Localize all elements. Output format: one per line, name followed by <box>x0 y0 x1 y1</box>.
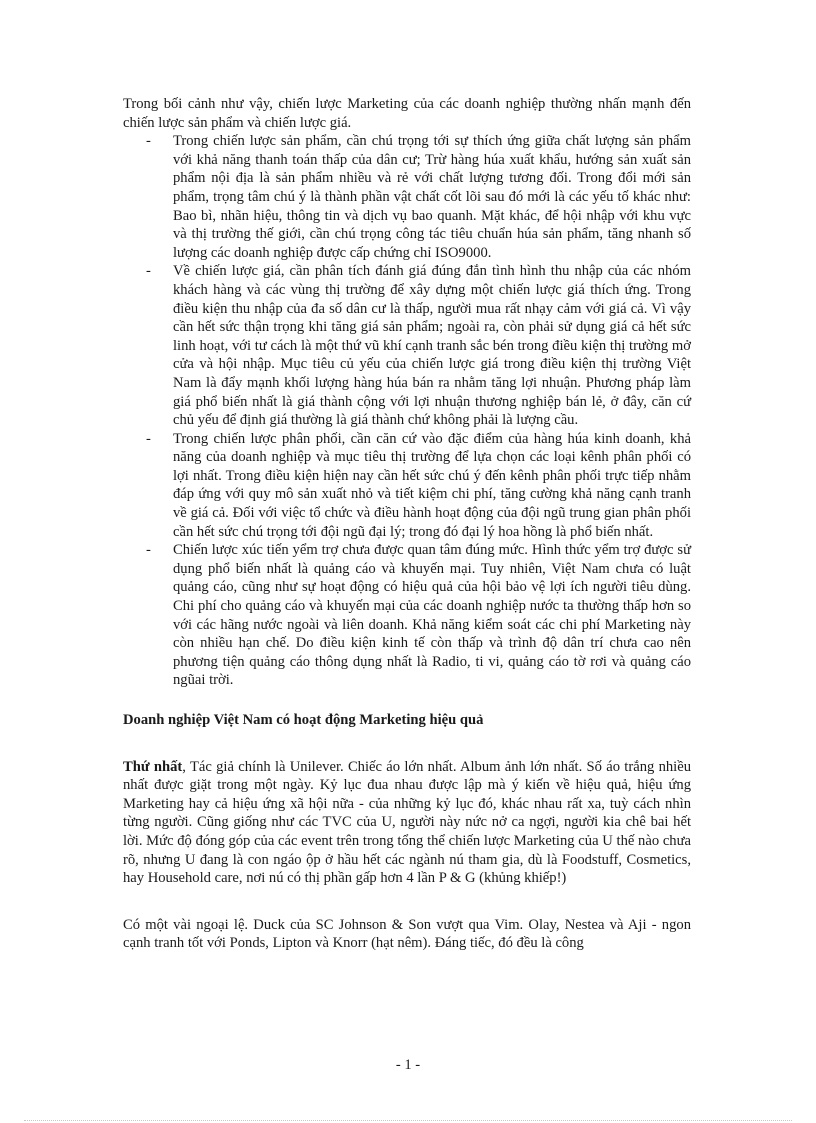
section-heading: Doanh nghiệp Việt Nam có hoạt động Marketing hiệu quả <box>123 712 484 728</box>
page-number: - 1 - <box>395 1057 421 1073</box>
document-body <box>123 95 691 953</box>
body-paragraph-first <box>123 758 691 888</box>
intro-paragraph: Trong bối cảnh như vậy, chiến lược Marketing của các doanh nghiệp thường nhấn mạnh đến chiến lược sản phẩm và chiến lược giá. <box>123 96 691 131</box>
bullet-marker: - <box>146 133 151 150</box>
list-item-text: Trong chiến lược phân phối, cần căn cứ vào đặc điểm của hàng húa kinh doanh, khả năng của doanh nghiệp và mục tiêu thị trường để lựa chọn các loại kênh phân phối có lợi nhất. Trong điều kiện hiện nay cần hết sức chú ý đến kênh phân phối trực tiếp nhằm đáp ứng với quy mô sản xuất nhỏ và tiết kiệm chi phí, tăng cường khả năng cạnh tranh về giá cả. Đối với việc tổ chức và điều hành hoạt động của đội ngũ trung gian phân phối cần hết sức chú trọng tới đội ngũ đại lý; trong đó đại lý hoa hồng là phổ biến nhất. <box>173 430 691 540</box>
list-item <box>146 541 691 690</box>
list-item-text: Chiến lược xúc tiến yểm trợ chưa được quan tâm đúng mức. Hình thức yểm trợ được sử dụng phổ biến nhất là quảng cáo và khuyến mại. Tuy nhiên, Việt Nam chưa có luật quảng cáo, cũng như sự hoạt động có hiệu quả của hội bảo vệ lợi ích người tiêu dùng. Chi phí cho quảng cáo và khuyến mại của các doanh nghiệp nước ta thường thấp hơn so với các hãng nước ngoài và liên doanh. Khả năng kiểm soát các chi phí Marketing này còn nhiều hạn chế. Do điều kiện kinh tế còn thấp và trình độ dân trí chưa cao nên phương tiện quảng cáo thông dụng nhất là Radio, ti vi, quảng cáo tờ rơi và quảng cáo ngũai trời. <box>173 542 691 689</box>
page-bottom-divider <box>24 1120 792 1121</box>
paragraph-text: , Tác giả chính là Unilever. Chiếc áo lớn nhất. Album ảnh lớn nhất. Số áo trắng nhiều nhất được giặt trong một ngày. Kỷ lục đua nhau được lập mà ý kiến về hiệu quả, hiệu ứng Marketing hay cả hiệu ứng xã hội nữa - của những kỷ lục đó, khác nhau rất xa, tuỳ cách nhìn từng người. Cũng giống như các TVC của U, người này nức nở ca ngợi, người kia chê bai hết lời. Mức độ đóng góp của các event trên trong tổng thể chiến lược Marketing của U thế nào chưa rõ, nhưng U đang là con ngáo ộp ở hầu hết các ngành nú tham gia, dù là Foodstuff, Cosmetics, hay Household care, nơi nú có thị phần gấp hơn 4 lần P & G (khủng khiếp!) <box>123 758 691 887</box>
list-item <box>146 132 691 262</box>
strategy-list <box>123 132 691 690</box>
bullet-marker: - <box>146 430 151 447</box>
bullet-marker: - <box>146 263 151 280</box>
list-item <box>146 262 691 429</box>
list-item-text: Về chiến lược giá, cần phân tích đánh giá đúng đắn tình hình thu nhập của các nhóm khách hàng và các vùng thị trường để xây dựng một chiến lược giá thích ứng. Trong điều kiện thu nhập của đa số dân cư là thấp, người mua rất nhạy cảm với giá cả. Vì vậy cần hết sức thận trọng khi tăng giá sản phẩm; ngoài ra, còn phải sử dụng giá cả hết sức linh hoạt, với tư cách là một thứ vũ khí cạnh tranh sắc bén trong điều kiện thị trường mở cửa và hội nhập. Mục tiêu củ yếu của chiến lược giá trong điều kiện thị trường Việt Nam là đẩy mạnh khối lượng hàng húa bán ra nhằm tăng lợi nhuận. Phương pháp làm giá phổ biến nhất là giá thành cộng với lợi nhuận thương nghiệp bán lẻ, ở đây, căn cứ chủ yếu để định giá thường là giá thành chứ không phải là lượng cầu. <box>173 263 691 429</box>
list-item <box>146 430 691 542</box>
list-item-text: Trong chiến lược sản phẩm, cần chú trọng tới sự thích ứng giữa chất lượng sản phẩm với khả năng thanh toán thấp của dân cư; Trừ hàng húa xuất khẩu, hướng sản xuất sản phẩm nội địa là sản phẩm nhiều và rẻ với chất lượng tương đối. Trong đổi mới sản phẩm, trọng tâm chú ý là thành phần vật chất cốt lõi sau đó mới là các yếu tố khác như: Bao bì, nhãn hiệu, thông tin và dịch vụ bao quanh. Mặt khác, để hội nhập với khu vực và thị trường thế giới, cần chú trọng công tác tiêu chuẩn húa sản phẩm, tăng nhanh số lượng các doanh nghiệp được cấp chứng chỉ ISO9000. <box>173 133 691 261</box>
body-paragraph-second: Có một vài ngoại lệ. Duck của SC Johnson & Son vượt qua Vim. Olay, Nestea và Aji - ngon cạnh tranh tốt với Ponds, Lipton và Knorr (hạt nêm). Đáng tiếc, đó đều là công <box>123 916 691 952</box>
paragraph-lead: Thứ nhất <box>123 758 183 775</box>
bullet-marker: - <box>146 542 151 559</box>
